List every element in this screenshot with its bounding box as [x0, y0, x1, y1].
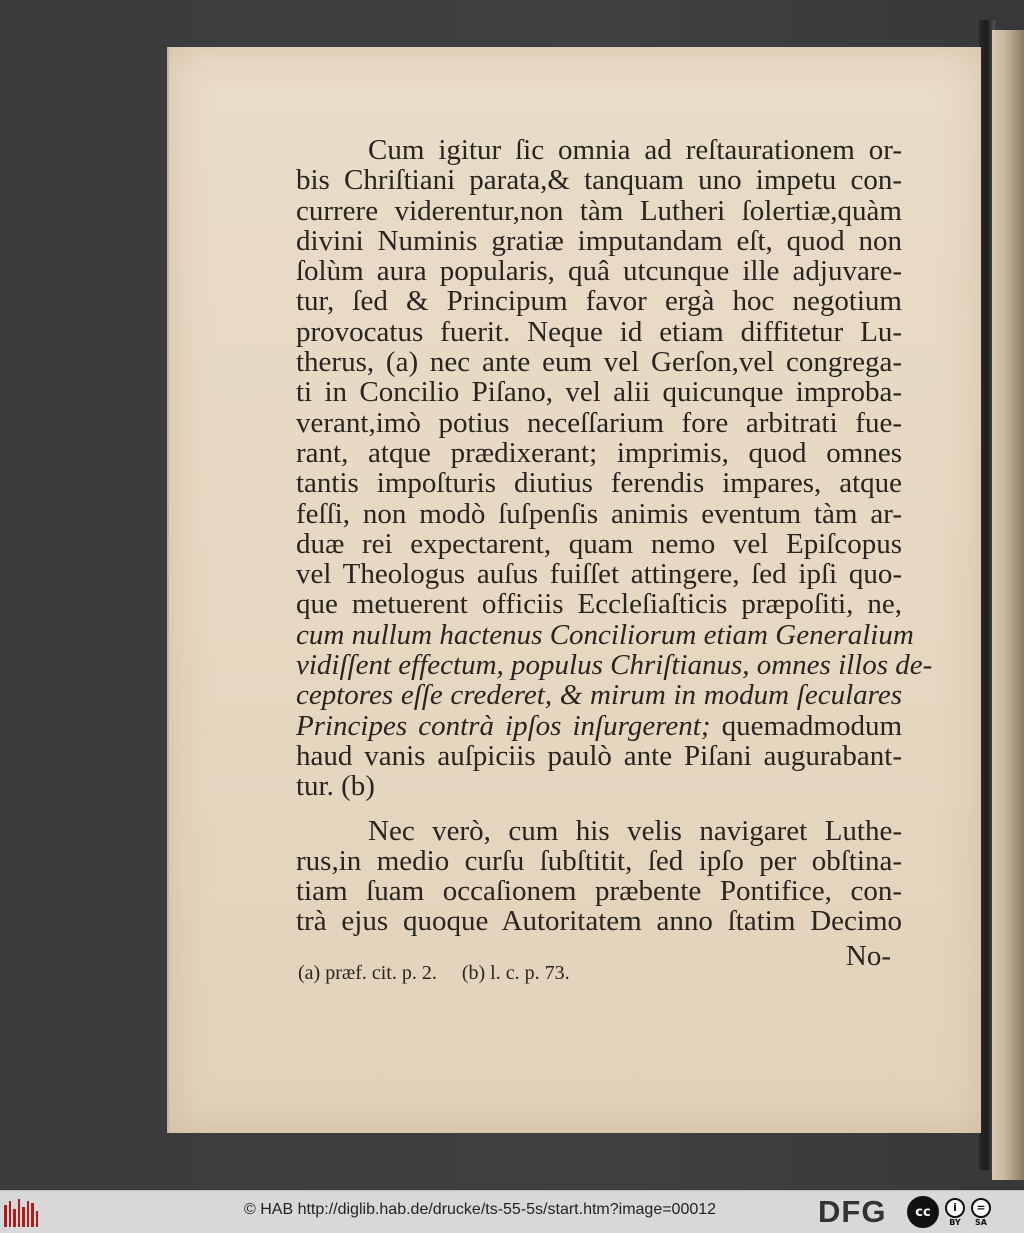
catchword: No-	[845, 940, 891, 972]
text-line: rant, atque prædixerant; imprimis, quod omnes	[296, 436, 902, 469]
text-line: vel Theologus auſus fuiſſet attingere, ſed ipſi quo-	[296, 558, 902, 591]
italic-line: vidiſſent effectum, populus Chriſtianus, omnes illos de-	[296, 649, 933, 682]
text-line: tur. (b)	[296, 770, 375, 803]
text-line: ſolùm aura popularis, quâ utcunque ille adjuvare-	[296, 255, 902, 288]
copyright-link[interactable]: © HAB http://diglib.hab.de/drucke/ts-55-5s/start.htm?image=00012	[244, 1201, 717, 1218]
text-line: ti in Concilio Piſano, vel alii quicunque improba-	[296, 376, 902, 409]
viewer-footer-bar	[0, 1190, 1024, 1233]
paragraph-gap	[296, 802, 902, 816]
italic-fragment: Principes contrà ipſos inſurgerent;	[296, 709, 711, 742]
attribution-icon: i	[945, 1198, 965, 1218]
text-line: tiam ſuam occaſionem præbente Pontifice, con-	[296, 875, 902, 908]
text-line: feſſi, non modò ſuſpenſis animis eventum tàm ar-	[296, 497, 902, 530]
text-line: tur, ſed & Principum favor ergà hoc negotium	[296, 285, 902, 318]
italic-line: cum nullum hactenus Conciliorum etiam Generalium	[296, 618, 914, 651]
footnote-b: (b) l. c. p. 73.	[461, 962, 570, 984]
text-line: que metuerent officiis Eccleſiaſticis præpoſiti, ne,	[296, 588, 902, 621]
text-line: Nec verò, cum his velis navigaret Luthe-	[368, 814, 902, 847]
text-line: therus, (a) nec ante eum vel Gerſon,vel congrega-	[296, 346, 902, 379]
paragraph-1	[296, 134, 933, 803]
text-line: trà ejus quoque Autoritatem anno ſtatim Decimo	[296, 905, 902, 938]
share-alike-icon: =	[971, 1198, 991, 1218]
text-line: bis Chriſtiani parata,& tanquam uno impetu con-	[296, 164, 902, 197]
text-line: Cum igitur ſic omnia ad reſtaurationem or-	[368, 134, 902, 166]
text-line: duæ rei expectarent, quam nemo vel Epiſcopus	[296, 527, 902, 560]
text-line: verant,imò potius neceſſarium fore arbitrati fue-	[296, 406, 902, 439]
text-line: divini Numinis gratiæ imputandam eſt, quod non	[296, 224, 902, 257]
by-label: BY	[949, 1217, 961, 1227]
text-fragment: quemadmodum	[721, 709, 903, 742]
adjacent-page-edge	[992, 30, 1024, 1180]
paragraph-2	[296, 816, 902, 937]
sa-group	[971, 1198, 991, 1227]
by-group	[945, 1198, 965, 1227]
text-line: tantis impoſturis diutius ferendis impares, atque	[296, 467, 902, 500]
italic-line: ceptores eſſe crederet, & mirum in modum ſeculares	[296, 679, 902, 712]
hab-logo-icon[interactable]	[4, 1197, 38, 1227]
page-text	[296, 134, 933, 938]
footnotes	[298, 962, 898, 985]
license-badge[interactable]	[907, 1195, 991, 1229]
footnote-a: (a) præf. cit. p. 2.	[298, 962, 437, 984]
cc-icon: cc	[907, 1196, 939, 1228]
text-line: rus,in medio curſu ſubſtitit, ſed ipſo per obſtina-	[296, 844, 902, 877]
text-line: provocatus fuerit. Neque id etiam diffitetur Lu-	[296, 315, 902, 348]
text-line: currere viderentur,non tàm Lutheri ſolertiæ,quàm	[296, 194, 902, 227]
sa-label: SA	[975, 1217, 987, 1227]
text-line: haud vanis auſpiciis paulò ante Piſani augurabant-	[296, 739, 902, 772]
text-line-mixed	[296, 711, 902, 741]
dfg-logo[interactable]: DFG	[818, 1194, 887, 1229]
